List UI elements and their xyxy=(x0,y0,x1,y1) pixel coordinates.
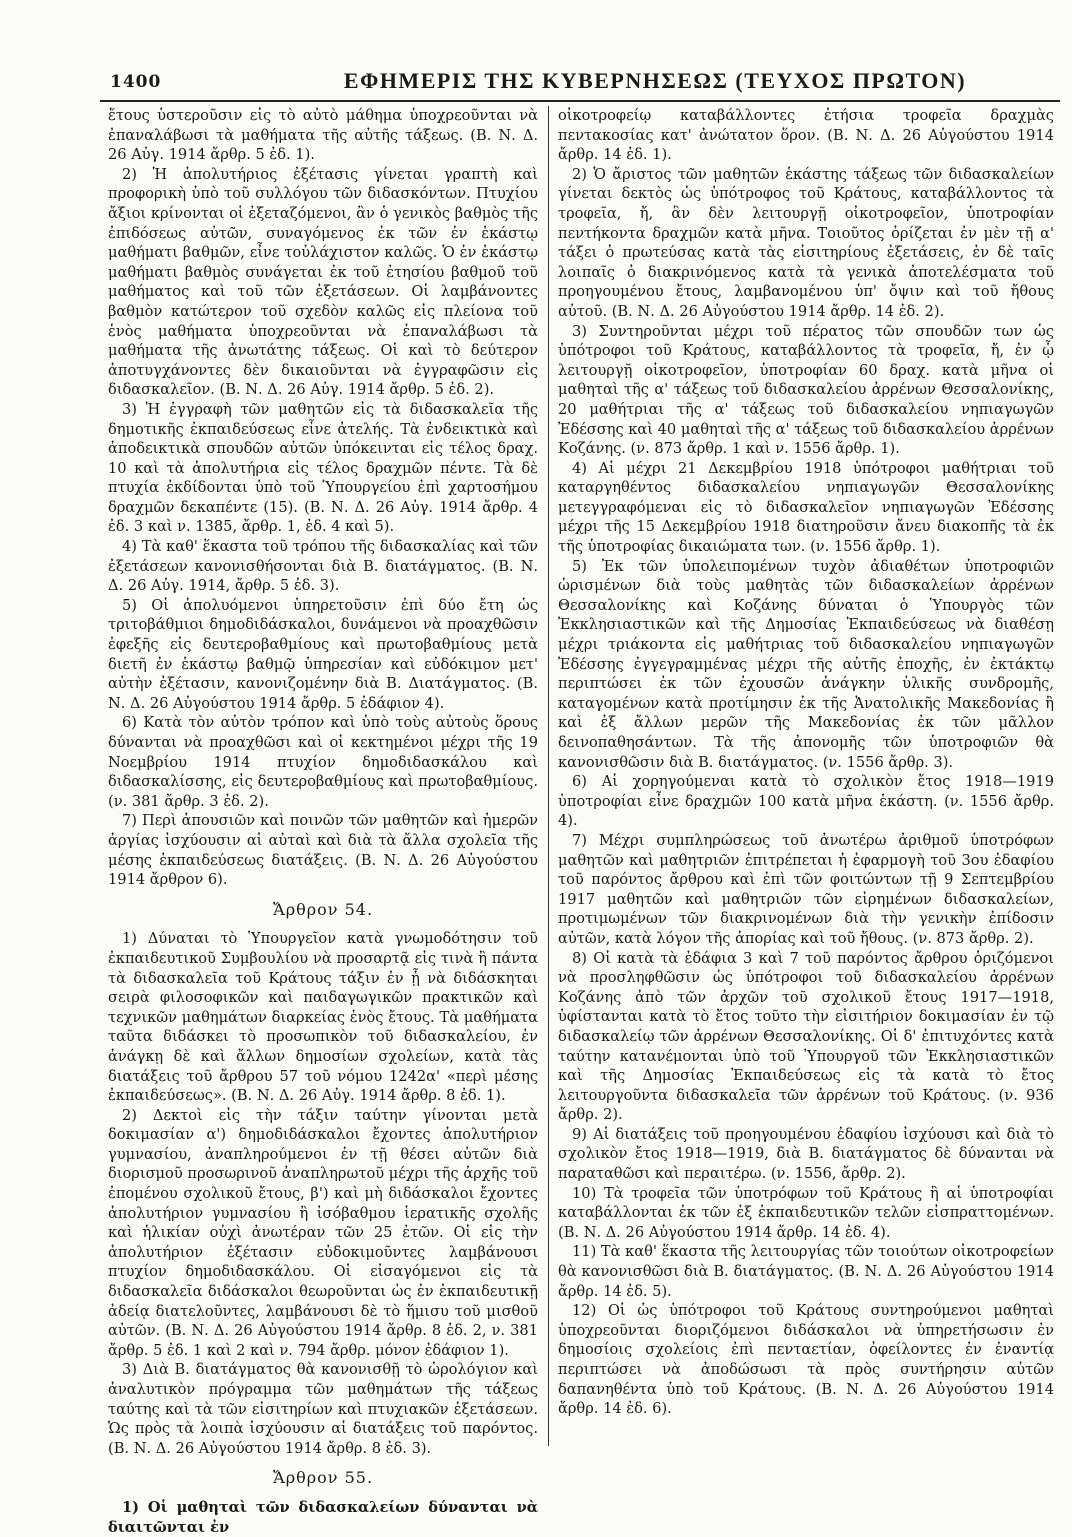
paragraph: 3) Ἡ ἐγγραφὴ τῶν μαθητῶν εἰς τὰ διδασκαλεῖα τῆς δημοτικῆς ἐκπαιδεύσεως εἶνε ἀτελής. Τὰ ἐνδεικτικὰ καὶ ἀποδεικτικὰ σπουδῶν αὐτῶν ὑπόκεινται εἰς τέλος δραχ. 10 καὶ τὰ ἀπολυτήρια εἰς τέλος δραχμῶν πέντε. Τὰ δὲ πτυχία ἐκδίδονται ὑπὸ τοῦ Ὑπουργείου ἐπὶ χαρτοσήμου δραχμῶν δεκαπέντε (15). (Β. Ν. Δ. 26 Αὐγ. 1914 ἄρθρ. 4 ἐδ. 3 καὶ ν. 1385, ἄρθρ. 1, ἐδ. 4 καὶ 5). xyxy=(108,400,538,536)
paragraph: 2) Ὁ ἄριστος τῶν μαθητῶν ἑκάστης τάξεως τῶν διδασκαλείων γίνεται δεκτὸς ὡς ὑπότροφος τοῦ Κράτους, καταβάλλοντος τὰ τροφεῖα, ἤ, ἂν δὲν λειτουργῇ οἰκοτροφεῖον, ὑποτροφίαν πεντήκοντα δραχμῶν κατὰ μῆνα. Τοιοῦτος ὁρίζεται ἐν μὲν τῇ α' τάξει ὁ πρωτεύσας κατὰ τὰς εἰσιτηρίους ἐξετάσεις, ἐν δὲ ταῖς λοιπαῖς ὁ διακρινόμενος κατὰ τὰ γενικὰ ἀποτελέσματα τοῦ προηγουμένου ἔτους, λαμβανομένου ὑπ' ὄψιν καὶ τοῦ ἤθους αὐτοῦ. (Β. Ν. Δ. 26 Αὐγούστου 1914 ἄρθρ. 14 ἐδ. 2). xyxy=(558,165,1054,320)
article-heading: Ἄρθρον 55. xyxy=(272,1468,374,1488)
paragraph: 4) Τὰ καθ' ἕκαστα τοῦ τρόπου τῆς διδασκαλίας καὶ τῶν ἐξετάσεων κανονισθήσονται διὰ Β. διατάγματος. (Β. Ν. Δ. 26 Αὐγ. 1914, ἄρθρ. 5 ἐδ. 3). xyxy=(108,538,538,595)
paragraph: 12) Οἱ ὡς ὑπότροφοι τοῦ Κράτους συντηρούμενοι μαθηταὶ ὑποχρεοῦνται διοριζόμενοι διδάσκαλοι νὰ ὑπηρετήσωσιν ἐν δημοσίοις σχολείοις ἐπὶ πενταετίαν, ὀφείλοντες ἐν ἐναντίᾳ περιπτώσει νὰ ἀποδώσωσι τὰ πρὸς συντήρησιν αὐτῶν δαπανηθέντα ὑπὸ τοῦ Κράτους. (Β. Ν. Δ. 26 Αὐγούστου 1914 ἄρθρ. 14 ἐδ. 6). xyxy=(558,1302,1054,1418)
article-heading: Ἄρθρον 54. xyxy=(272,899,374,919)
page-header xyxy=(110,62,1050,102)
paragraph: 7) Περὶ ἀπουσιῶν καὶ ποινῶν τῶν μαθητῶν καὶ ἡμερῶν ἀργίας ἰσχύουσιν αἱ αὐταὶ καὶ διὰ τὰ ἄλλα σχολεῖα τῆς μέσης ἐκπαιδεύσεως διατάξεις. (Β. Ν. Δ. 26 Αὐγούστου 1914 ἄρθρον 6). xyxy=(108,812,538,889)
page-number: 1400 xyxy=(110,72,162,92)
paragraph: οἰκοτροφείῳ καταβάλλοντες ἐτήσια τροφεῖα δραχμὰς πεντακοσίας κατ' ἀνώτατον ὅρον. (Β. Ν. Δ. 26 Αὐγούστου 1914 ἄρθρ. 14 ἐδ. 1). xyxy=(558,107,1054,164)
paragraph: ἔτους ὑστεροῦσιν εἰς τὸ αὐτὸ μάθημα ὑποχρεοῦνται νὰ ἐπαναλάβωσι τὰ μαθήματα τῆς αὐτῆς τάξεως. (Β. Ν. Δ. 26 Αὐγ. 1914 ἄρθρ. 5 ἐδ. 1). xyxy=(108,107,538,164)
paragraph: 2) Δεκτοὶ εἰς τὴν τάξιν ταύτην γίνονται μετὰ δοκιμασίαν α') δημοδιδάσκαλοι ἔχοντες ἀπολυτήριον γυμνασίου, ἀναπληρούμενοι ἐν τῇ θέσει αὐτῶν διὰ διορισμοῦ προσωρινοῦ ἀναπληρωτοῦ μέχρι τῆς ἀρχῆς τοῦ ἐπομένου σχολικοῦ ἔτους, β') καὶ μὴ διδάσκαλοι ἔχοντες ἀπολυτήριον γυμνασίου ἢ ἰσόβαθμου ἱερατικῆς σχολῆς καὶ ἡλικίαν οὐχὶ ἀνωτέραν τῶν 25 ἐτῶν. Οἱ εἰς τὴν ἀπολυτήριον ἐξέτασιν εὐδοκιμοῦντες λαμβάνουσι πτυχίον δημοδιδασκάλου. Οἱ εἰσαγόμενοι εἰς τὰ διδασκαλεῖα διδάσκαλοι θεωροῦνται ὡς ἐν ἐκπαιδευτικῇ ἀδείᾳ διατελοῦντες, λαμβάνουσι δὲ τὸ ἥμισυ τοῦ μισθοῦ αὐτῶν. (Β. Ν. Δ. 26 Αὐγούστου 1914 ἄρθρ. 8 ἐδ. 2, ν. 381 ἄρθρ. 5 ἐδ. 1 καὶ 2 καὶ ν. 794 ἄρθρ. μόνον ἐδάφιον 1). xyxy=(108,1106,538,1359)
paragraph: 2) Ἡ ἀπολυτήριος ἐξέτασις γίνεται γραπτὴ καὶ προφορικὴ ὑπὸ τοῦ συλλόγου τῶν διδασκόντων. Πτυχίου ἄξιοι κρίνονται οἱ ἐξεταζόμενοι, ἂν ὁ γενικὸς βαθμὸς τῆς ἐπιδόσεως αὐτῶν, συναγόμενος ἐκ τῶν ἐν ἑκάστῳ μαθήματι βαθμῶν, εἶνε τοὐλάχιστον καλῶς. Ὁ ἐν ἑκάστῳ μαθήματι βαθμὸς συνάγεται ἐκ τοῦ ἐτησίου βαθμοῦ τοῦ μαθήματος καὶ τοῦ τῶν ἐξετάσεων. Οἱ λαμβάνοντες βαθμὸν κατώτερον τοῦ σχεδὸν καλῶς εἰς πλείονα τοῦ ἑνὸς μαθήματα ὑποχρεοῦνται νὰ ἐπαναλάβωσι τὰ μαθήματα τῆς ἀνωτάτης τάξεως. Οἱ καὶ τὸ δεύτερον ἀποτυγχάνοντες δὲν δικαιοῦνται νὰ ἐγγραφῶσιν εἰς διδασκαλεῖον. (Β. Ν. Δ. 26 Αὐγ. 1914 ἄρθρ. 5 ἐδ. 2). xyxy=(108,165,538,399)
running-title: ΕΦΗΜΕΡΙΣ ΤΗΣ ΚΥΒΕΡΝΗΣΕΩΣ (ΤΕΥΧΟΣ ΠΡΩΤΟΝ) xyxy=(343,68,967,93)
paragraph: 1) Δύναται τὸ Ὑπουργεῖον κατὰ γνωμοδότησιν τοῦ ἐκπαιδευτικοῦ Συμβουλίου νὰ προσαρτᾷ εἰς τινὰ ἢ πάντα τὰ διδασκαλεῖα τοῦ Κράτους τάξιν ἐν ᾗ νὰ διδάσκηται σειρὰ φιλοσοφικῶν καὶ παιδαγωγικῶν πρακτικῶν καὶ τεχνικῶν μαθημάτων διαρκείας ἑνὸς ἔτους. Τὰ μαθήματα ταῦτα διδάσκει τὸ προσωπικὸν τοῦ διδασκαλείου, ἐν ἀνάγκῃ δὲ καὶ ἄλλων δημοσίων σχολείων, κατὰ τὰς διατάξεις τοῦ ἄρθρου 57 τοῦ νόμου 1242α' «περὶ μέσης ἐκπαιδεύσεως». (Β. Ν. Δ. 26 Αὐγ. 1914 ἄρθρ. 8 ἐδ. 1). xyxy=(108,930,538,1105)
column-separator xyxy=(548,106,549,1446)
paragraph: 10) Τὰ τροφεῖα τῶν ὑποτρόφων τοῦ Κράτους ἢ αἱ ὑποτροφίαι καταβάλλονται ἐκ τῶν ἐξ ἐκπαιδευτικῶν τελῶν εἰσπραττομένων. (Β. Ν. Δ. 26 Αὐγούστου 1914 ἄρθρ. 14 ἐδ. 4). xyxy=(558,1184,1054,1241)
right-column xyxy=(558,106,1054,1446)
paragraph: 5) Οἱ ἀπολυόμενοι ὑπηρετοῦσιν ἐπὶ δύο ἔτη ὡς τριτοβάθμιοι δημοδιδάσκαλοι, δυνάμενοι νὰ προαχθῶσιν ἐφεξῆς εἰς δευτεροβαθμίους καὶ πρωτοβαθμίους μετὰ διετῆ ἐν ἑκάστῳ βαθμῷ ὑπηρεσίαν καὶ εὐδόκιμον μετ' αὐτὴν ἐξέτασιν, κανονιζομένην διὰ Β. Διατάγματος. (Β. Ν. Δ. 26 Αὐγούστου 1914 ἄρθρ. 5 ἐδάφιον 4). xyxy=(108,596,538,712)
paragraph: 1) Οἱ μαθηταὶ τῶν διδασκαλείων δύνανται νὰ διαιτῶνται ἐν xyxy=(108,1498,538,1536)
paragraph: 9) Αἱ διατάξεις τοῦ προηγουμένου ἐδαφίου ἰσχύουσι καὶ διὰ τὸ σχολικὸν ἔτος 1918—1919, διὰ Β. διατάγματος δὲ δύνανται νὰ παραταθῶσι καὶ περαιτέρω. (ν. 1556, ἄρθρ. 2). xyxy=(558,1125,1054,1183)
paragraph: 5) Ἐκ τῶν ὑπολειπομένων τυχὸν ἀδιαθέτων ὑποτροφιῶν ὡρισμένων διὰ τοὺς μαθητὰς τῶν διδασκαλείων ἀρρένων Θεσσαλονίκης καὶ Κοζάνης δύναται ὁ Ὑπουργὸς τῶν Ἐκκλησιαστικῶν καὶ τῆς Δημοσίας Ἐκπαιδεύσεως νὰ διαθέσῃ μέχρι τριάκοντα εἰς μαθήτριας τοῦ διδασκαλείου νηπιαγωγῶν Ἐδέσσης ἐγγεγραμμένας μέχρι τῆς αὐτῆς ἐποχῆς, ἐν ἐκτάκτῳ περιπτώσει ἐκ τῶν ἐχουσῶν ἀνάγκην ὑλικῆς συνδρομῆς, καταγομένων κατὰ προτίμησιν ἐκ τῆς Ἀνατολικῆς Μακεδονίας ἢ καὶ ἐξ ἄλλων μερῶν τῆς Μακεδονίας ἐκ τῶν μᾶλλον δεινοπαθησάντων. Τὰ τῆς ἀπονομῆς τῶν ὑποτροφιῶν θὰ κανονισθῶσιν διὰ Β. διατάγματος. (ν. 1556 ἄρθρ. 3). xyxy=(558,557,1054,771)
paragraph: 3) Διὰ Β. διατάγματος θὰ κανονισθῇ τὸ ὡρολόγιον καὶ ἀναλυτικὸν πρόγραμμα τῶν μαθημάτων τῆς τάξεως ταύτης καὶ τὰ τῶν εἰσιτηρίων καὶ πτυχιακῶν ἐξετάσεων. Ὡς πρὸς τὰ λοιπὰ ἰσχύουσιν αἱ διατάξεις τοῦ παρόντος. (Β. Ν. Δ. 26 Αὐγούστου 1914 ἄρθρ. 8 ἐδ. 3). xyxy=(108,1361,538,1457)
paragraph: 6) Κατὰ τὸν αὐτὸν τρόπον καὶ ὑπὸ τοὺς αὐτοὺς ὅρους δύνανται νὰ προαχθῶσι καὶ οἱ κεκτημένοι μέχρι τῆς 19 Νοεμβρίου 1914 πτυχίον δημοδιδασκάλου καὶ διδασκαλίσσης, εἰς δευτεροβαθμίους καὶ πρωτοβαθμίους. (ν. 381 ἄρθρ. 3 ἐδ. 2). xyxy=(108,714,538,810)
paragraph: 6) Αἱ χορηγούμεναι κατὰ τὸ σχολικὸν ἔτος 1918—1919 ὑποτροφίαι εἶνε δραχμῶν 100 κατὰ μῆνα ἑκάστη. (ν. 1556 ἄρθρ. 4). xyxy=(558,773,1054,830)
left-column xyxy=(108,106,538,1536)
paragraph: 4) Αἱ μέχρι 21 Δεκεμβρίου 1918 ὑπότροφοι μαθήτριαι τοῦ καταργηθέντος διδασκαλείου νηπιαγωγῶν Θεσσαλονίκης μετεγγραφόμεναι εἰς τὸ διδασκαλεῖον νηπιαγωγῶν Ἐδέσσης μέχρι τῆς 15 Δεκεμβρίου 1918 διατηροῦσιν ἄνευ διακοπῆς τὰ ἐκ τῆς ὑποτροφίας δικαιώματα των. (ν. 1556 ἄρθρ. 1). xyxy=(558,459,1054,556)
paragraph: 8) Οἱ κατὰ τὰ ἐδάφια 3 καὶ 7 τοῦ παρόντος ἄρθρου ὁριζόμενοι νὰ προσληφθῶσιν ὡς ὑπότροφοι τοῦ διδασκαλείου ἀρρένων Κοζάνης ἀπὸ τῶν ἀρχῶν τοῦ σχολικοῦ ἔτους 1917—1918, ὑφίστανται κατὰ τὸ ἔτος τοῦτο τὴν εἰσιτήριον δοκιμασίαν ἐν τῷ διδασκαλείῳ τῶν ἀρρένων Θεσσαλονίκης. Οἱ δ' ἐπιτυχόντες κατὰ ταύτην κατανέμονται ὑπὸ τοῦ Ὑπουργοῦ τῶν Ἐκκλησιαστικῶν καὶ τῆς Δημοσίας Ἐκπαιδεύσεως εἰς τὰ κατὰ τὸ ἔτος λειτουργοῦντα διδασκαλεῖα τῶν ἀρρένων τοῦ Κράτους. (ν. 936 ἄρθρ. 2). xyxy=(558,949,1054,1124)
paragraph: 7) Μέχρι συμπληρώσεως τοῦ ἀνωτέρω ἀριθμοῦ ὑποτρόφων μαθητῶν καὶ μαθητριῶν ἐπιτρέπεται ἡ ἐφαρμογὴ τοῦ 3ου ἐδαφίου τοῦ παρόντος ἄρθρου καὶ ἐπὶ τῶν φοιτώντων τῇ 9 Σεπτεμβρίου 1917 μαθητῶν καὶ μαθητριῶν τῶν εἰρημένων διδασκαλείων, προτιμωμένων τῶν διακρινομένων διὰ τὴν γενικὴν ἐπίδοσιν αὐτῶν, κατὰ λόγον τῆς ἀπορίας καὶ τοῦ ἤθους. (ν. 873 ἄρθρ. 2). xyxy=(558,831,1054,947)
paragraph: 11) Τὰ καθ' ἕκαστα τῆς λειτουργίας τῶν τοιούτων οἰκοτροφείων θὰ κανονισθῶσι διὰ Β. διατάγματος. (Β. Ν. Δ. 26 Αὐγούστου 1914 ἄρθρ. 14 ἐδ. 5). xyxy=(558,1243,1054,1300)
paragraph: 3) Συντηροῦνται μέχρι τοῦ πέρατος τῶν σπουδῶν των ὡς ὑπότροφοι τοῦ Κράτους, καταβάλλοντος τὰ τροφεῖα, ἤ, ἐν ᾧ λειτουργῇ οἰκοτροφεῖον, ὑποτροφίαν 60 δραχ. κατὰ μῆνα οἱ μαθηταὶ τῆς α' τάξεως τοῦ διδασκαλείου ἀρρένων Θεσσαλονίκης, 20 μαθήτριαι τῆς α' τάξεως τοῦ διδασκαλείου νηπιαγωγῶν Ἐδέσσης καὶ 40 μαθηταὶ τῆς α' τάξεως τοῦ διδασκαλείου ἀρρένων Κοζάνης. (ν. 873 ἄρθρ. 1 καὶ ν. 1556 ἄρθρ. 1). xyxy=(558,322,1054,458)
header-rule xyxy=(100,100,1060,102)
